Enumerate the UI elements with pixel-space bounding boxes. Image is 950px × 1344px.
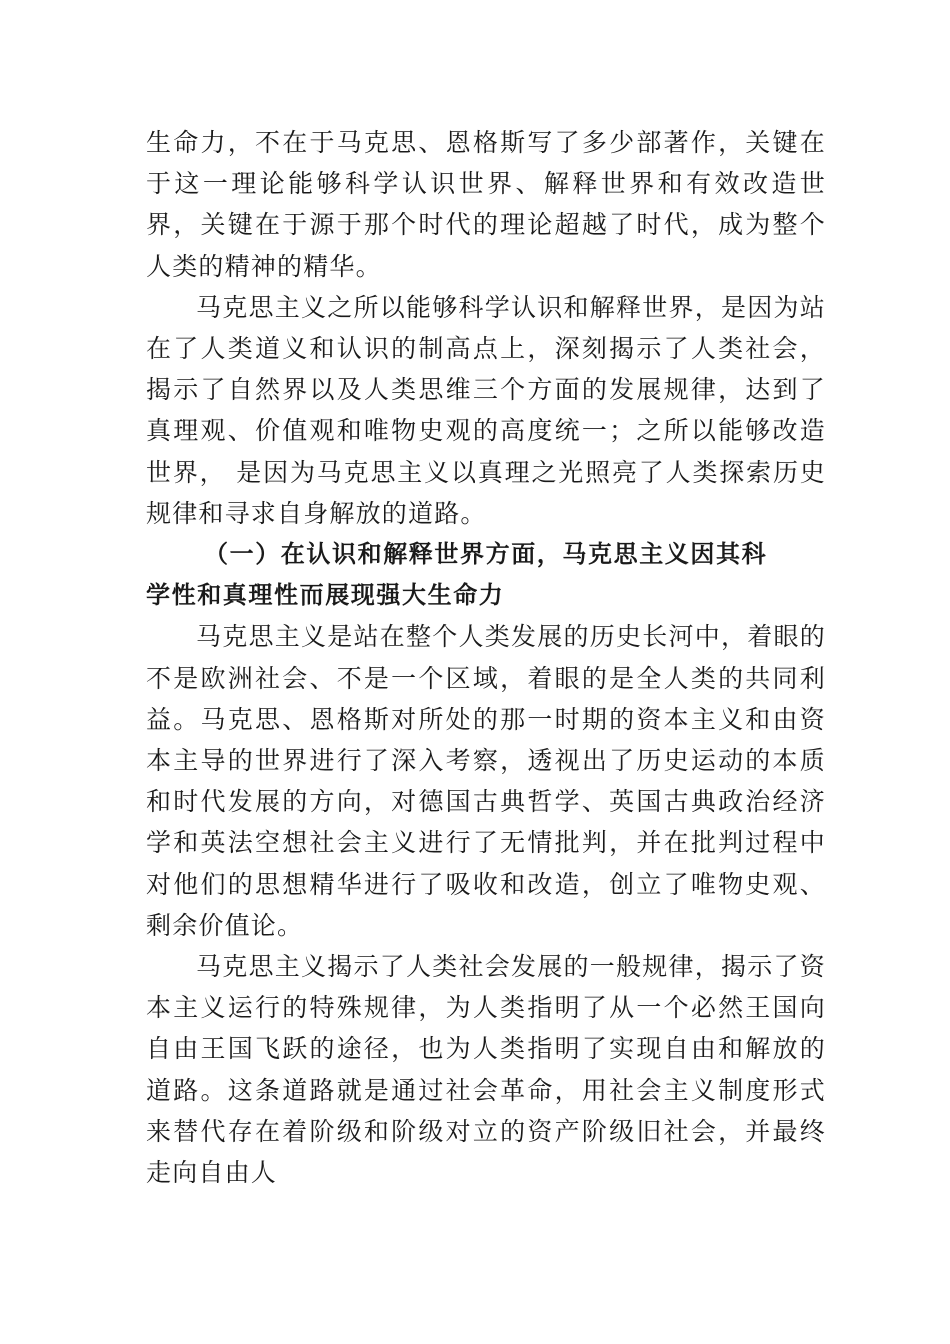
paragraph-general-laws: 马克思主义揭示了人类社会发展的一般规律，揭示了资本主义运行的特殊规律，为人类指明了从一个必然王国向自由王国飞跃的途径，也为人类指明了实现自由和解放的道路。这条道路就是通过社会革命，用社会主义制度形式来替代存在着阶级和阶级对立的资产阶级旧社会，并最终走向自由人: [146, 952, 826, 1188]
section-heading-line-1: （一）在认识和解释世界方面，马克思主义因其科: [204, 540, 768, 569]
section-heading: [146, 534, 826, 616]
section-heading-line-2: 学性和真理性而展现强大生命力: [146, 581, 505, 610]
paragraph-human-history: 马克思主义是站在整个人类发展的历史长河中，着眼的不是欧洲社会、不是一个区域，着眼的是全人类的共同利益。马克思、恩格斯对所处的那一时期的资本主义和由资本主导的世界进行了深入考察，透视出了历史运动的本质和时代发展的方向，对德国古典哲学、英国古典政治经济学和英法空想社会主义进行了无情批判，并在批判过程中对他们的思想精华进行了吸收和改造，创立了唯物史观、剩余价值论。: [146, 622, 826, 940]
paragraph-marxism-explains-world: 马克思主义之所以能够科学认识和解释世界，是因为站在了人类道义和认识的制高点上，深刻揭示了人类社会，揭示了自然界以及人类思维三个方面的发展规律，达到了真理观、价值观和唯物史观的高度统一；之所以能够改造世界， 是因为马克思主义以真理之光照亮了人类探索历史规律和寻求自身解放的道路。: [146, 292, 826, 528]
document-body: [146, 122, 826, 1193]
paragraph-continuation: 生命力，不在于马克思、恩格斯写了多少部著作，关键在于这一理论能够科学认识世界、解释世界和有效改造世界，关键在于源于那个时代的理论超越了时代，成为整个人类的精神的精华。: [146, 128, 826, 281]
